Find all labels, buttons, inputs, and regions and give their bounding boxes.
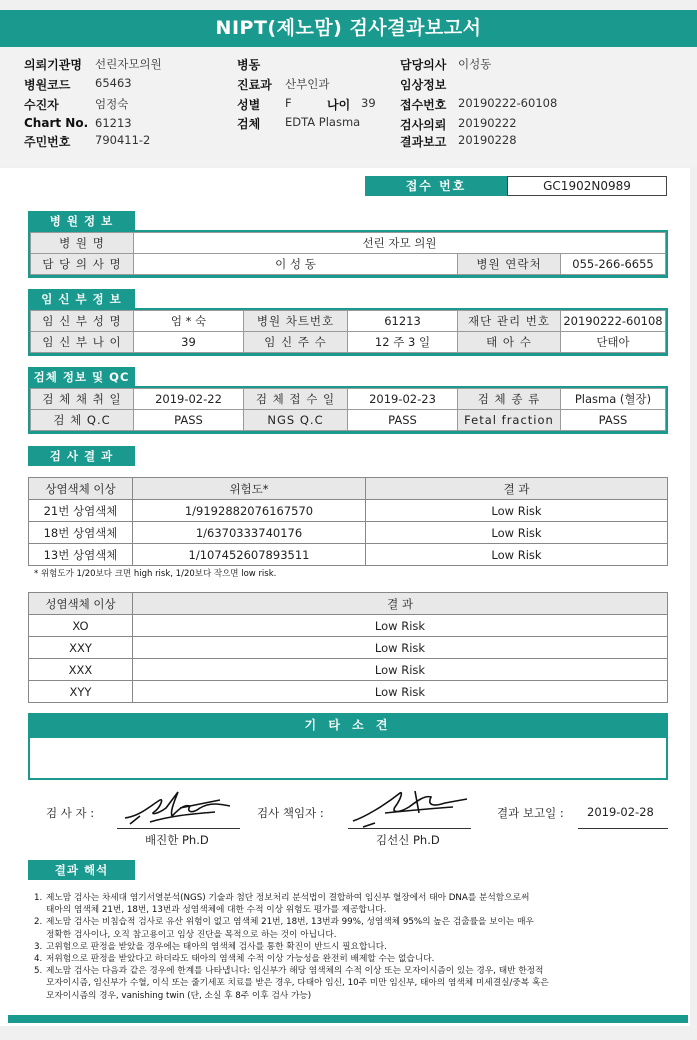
result-value: Low Risk: [133, 659, 668, 681]
fetus-count-value: 단태아: [561, 332, 666, 353]
receipt-number-label: 접수 번호: [365, 176, 507, 196]
specimen-qc-value: PASS: [134, 410, 244, 431]
result-header: 결 과: [366, 478, 668, 500]
fetal-fraction-label: Fetal fraction: [458, 410, 561, 431]
header-age: 나이 39: [327, 96, 376, 112]
foundation-number-value: 20190222-60108: [561, 311, 666, 332]
ngs-qc-label: NGS Q.C: [244, 410, 348, 431]
result-value: Low Risk: [366, 522, 668, 544]
hospital-contact-value: 055-266-6655: [561, 254, 666, 275]
sex-chromosome-table: [28, 592, 668, 703]
interpretation-list: [34, 892, 654, 1002]
specimen-type-label: 검 체 종 류: [458, 389, 561, 410]
tester-label: 검 사 자 :: [46, 806, 95, 820]
tester-signature: [120, 786, 245, 828]
chromosome-name: XYY: [29, 681, 133, 703]
specimen-table: [30, 388, 666, 431]
chief-sign-line: [348, 828, 471, 829]
report-date-label: 결과 보고일 :: [497, 806, 564, 820]
pregnant-table: [30, 310, 666, 353]
hospital-contact-label: 병원 연락처: [458, 254, 561, 275]
chromosome-name: XXX: [29, 659, 133, 681]
tester-name: 배진한 Ph.D: [145, 833, 209, 847]
report-date-value: 2019-02-28: [587, 805, 654, 819]
receipt-date-value: 2019-02-23: [348, 389, 458, 410]
table-row: [29, 500, 668, 522]
section-tab-pregnant: 임 신 부 정 보: [28, 289, 135, 309]
other-comments-title: 기 타 소 견: [28, 713, 668, 738]
gestational-age-label: 임 신 주 수: [244, 332, 348, 353]
risk-value: 1/107452607893511: [133, 544, 366, 566]
pregnant-name-label: 임 신 부 성 명: [31, 311, 134, 332]
hospital-name-label: 병 원 명: [31, 233, 134, 254]
result-value: Low Risk: [366, 544, 668, 566]
section-tab-results: 검 사 결 과: [28, 446, 135, 466]
header-rrn: 주민번호 790411-2: [24, 133, 151, 149]
result-value: Low Risk: [133, 681, 668, 703]
chromosome-name: 13번 상염색체: [29, 544, 133, 566]
chief-signature: [345, 783, 475, 829]
fetus-count-label: 태 아 수: [458, 332, 561, 353]
header-patient: 수진자 엄정숙: [24, 97, 129, 112]
sex-chrom-header: 성염색체 이상: [29, 593, 133, 615]
autosome-results-table: [28, 477, 668, 566]
section-tab-interpretation: 결과 해석: [28, 860, 135, 880]
pregnant-age-value: 39: [134, 332, 244, 353]
list-item: 5. 제노맘 검사는 다음과 같은 경우에 한계를 나타냅니다: 임신부가 해당 염색체의 수적 이상 또는 모자이시즘이 있는 경우, 태반 한정적 모자이시즘, 임신부가 수혈, 이식 또는 줄기세포 치료를 받은 경우, 다태아 임신, 10주 미만 임신부, 태아의 염색체 미세결실/중복 혹은 모자이시즘의 경우, vanishing twin (단, 소실 후 8주 이후 검사 가능): [34, 966, 549, 1001]
header-department: 진료과 산부인과: [237, 77, 330, 92]
chromosome-name: 21번 상염색체: [29, 500, 133, 522]
table-row: [29, 522, 668, 544]
header-clinical-info: 임상정보: [400, 78, 447, 92]
sex-chrom-result-header: 결 과: [133, 593, 668, 615]
header-doctor: 담당의사 이성동: [400, 57, 492, 72]
table-row: [29, 615, 668, 637]
risk-footnote: * 위험도가 1/20보다 크면 high risk, 1/20보다 작으면 low risk.: [34, 569, 277, 579]
other-comments-body: [28, 738, 668, 780]
header-accession: 접수번호 20190222-60108: [400, 96, 558, 112]
chromosome-name: XO: [29, 615, 133, 637]
hospital-table: [30, 232, 666, 275]
risk-value: 1/9192882076167570: [133, 500, 366, 522]
collection-date-label: 검 체 채 취 일: [31, 389, 134, 410]
list-item: 2. 제노맘 검사는 비침습적 검사로 유산 위험이 없고 염색체 21번, 18번, 13번과 99%, 성염색체 95%의 높은 검출률을 보이는 매우 정확한 검사이나, 오직 참고용이고 임상 진단을 목적으로 하는 것이 아닙니다.: [34, 917, 534, 940]
fetal-fraction-value: PASS: [561, 410, 666, 431]
chart-number-value: 61213: [348, 311, 458, 332]
doctor-name-value: 이 성 동: [134, 254, 458, 275]
header-request-date: 검사의뢰 20190222: [400, 116, 517, 132]
header-specimen: 검체 EDTA Plasma: [237, 115, 361, 131]
tester-sign-line: [117, 828, 240, 829]
gestational-age-value: 12 주 3 일: [348, 332, 458, 353]
list-item: 4. 저위험으로 판정을 받았다고 하더라도 태아의 염색체 수적 이상 가능성을 완전히 배제할 수는 없습니다.: [34, 954, 435, 965]
bottom-bar: [8, 1015, 688, 1023]
list-item: 3. 고위험으로 판정을 받았을 경우에는 태아의 염색체 검사를 통한 확진이 반드시 필요합니다.: [34, 941, 387, 952]
autosome-header: 상염색체 이상: [29, 478, 133, 500]
foundation-number-label: 재단 관리 번호: [458, 311, 561, 332]
report-header: [0, 47, 697, 167]
risk-header: 위험도*: [133, 478, 366, 500]
specimen-qc-label: 검 체 Q.C: [31, 410, 134, 431]
header-hospital-code: 병원코드 65463: [24, 76, 132, 92]
chief-name: 김선신 Ph.D: [376, 833, 440, 847]
result-value: Low Risk: [366, 500, 668, 522]
chief-label: 검사 책임자 :: [257, 806, 324, 820]
section-tab-specimen: 검체 정보 및 QC: [28, 367, 135, 387]
specimen-type-value: Plasma (혈장): [561, 389, 666, 410]
pregnant-age-label: 임 신 부 나 이: [31, 332, 134, 353]
chart-number-label: 병원 차트번호: [244, 311, 348, 332]
header-ward: 병동: [237, 58, 261, 72]
table-row: [29, 681, 668, 703]
report-date-line: [578, 828, 668, 829]
receipt-number-value: GC1902N0989: [507, 176, 667, 196]
table-row: [29, 659, 668, 681]
chromosome-name: XXY: [29, 637, 133, 659]
report-title: NIPT(제노맘) 검사결과보고서: [0, 10, 697, 47]
table-row: [29, 544, 668, 566]
table-row: [29, 637, 668, 659]
list-item: 1. 제노맘 검사는 차세대 염기서열분석(NGS) 기술과 첨단 정보처리 분석법이 결합하여 임신부 혈장에서 태아 DNA를 분석함으로써 태아의 염색체 21번, 18번, 13번과 성염색체에 대한 수적 이상 위험도 평가를 제공합니다.: [34, 893, 530, 916]
chromosome-name: 18번 상염색체: [29, 522, 133, 544]
header-report-date: 결과보고 20190228: [400, 133, 517, 149]
header-clinic: 의뢰기관명 선린자모의원: [24, 57, 162, 72]
doctor-name-label: 담 당 의 사 명: [31, 254, 134, 275]
collection-date-value: 2019-02-22: [134, 389, 244, 410]
section-tab-hospital: 병 원 정 보: [28, 211, 135, 231]
result-value: Low Risk: [133, 637, 668, 659]
hospital-name-value: 선린 자모 의원: [134, 233, 666, 254]
header-chart-no: Chart No. 61213: [24, 116, 132, 130]
pregnant-name-value: 엄 * 숙: [134, 311, 244, 332]
receipt-date-label: 검 체 접 수 일: [244, 389, 348, 410]
risk-value: 1/6370333740176: [133, 522, 366, 544]
ngs-qc-value: PASS: [348, 410, 458, 431]
result-value: Low Risk: [133, 615, 668, 637]
header-sex: 성별 F: [237, 96, 292, 112]
